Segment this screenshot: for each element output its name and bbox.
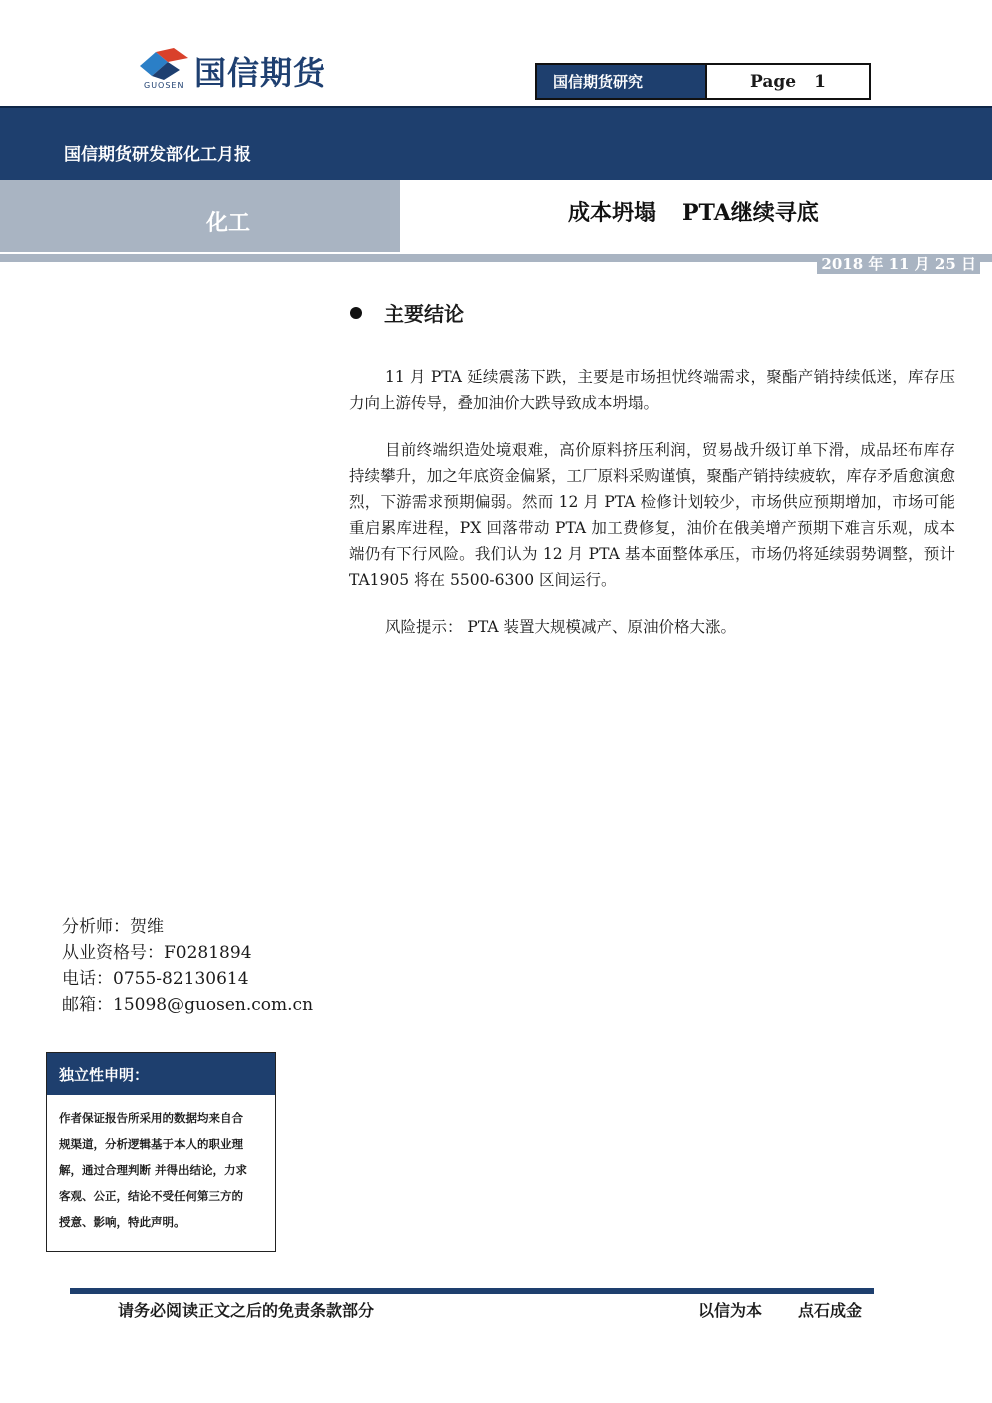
footer-slogan-2: 点石成金 — [798, 1301, 863, 1320]
report-title — [568, 196, 819, 227]
footer-slogan — [698, 1298, 862, 1321]
category-band — [0, 180, 400, 252]
page-number: 1 — [814, 71, 826, 92]
declaration-line: 作者保证报告所采用的数据均来自合 — [59, 1111, 243, 1125]
page-indicator — [705, 65, 869, 98]
footer-slogan-1: 以信为本 — [698, 1301, 763, 1320]
declaration-line: 规渠道，分析逻辑基于本人的职业理 — [59, 1137, 243, 1151]
report-title-part2: PTA继续寻底 — [682, 200, 819, 226]
declaration-line: 解，通过合理判断 并得出结论，力求 — [59, 1163, 248, 1177]
analyst-license: 从业资格号：F0281894 — [62, 943, 252, 963]
category-label: 化工 — [206, 210, 251, 236]
footer-notice: 请务必阅读正文之后的免责条款部分 — [118, 1301, 375, 1320]
logo-name: 国信期货 — [194, 54, 327, 92]
summary-paragraph: 目前终端织造处境艰难，高价原料挤压利润，贸易战升级订单下滑，成品坯布库存持续攀升，加之年底资金偏紧，工厂原料采购谨慎，聚酯产销持续疲软，库存矛盾愈演愈烈，下游需求预期偏弱。然而 12 月 PTA 检修计划较少，市场供应预期增加，市场可能重启累库进程，PX 回落带动 PTA 加工费修复，油价在俄美增产预期下难言乐观，成本端仍有下行风险。我们认为 12 月 PTA 基本面整体承压，市场仍将延续弱势调整，预计 TA1905 将在 5500-6300 区间运行。 — [349, 441, 955, 589]
department-title: 国信期货研发部化工月报 — [64, 145, 251, 165]
summary-paragraph: 11 月 PTA 延续震荡下跌，主要是市场担忧终端需求，聚酯产销持续低迷，库存压力向上游传导，叠加油价大跌导致成本坍塌。 — [349, 368, 955, 412]
report-title-part1: 成本坍塌 — [568, 200, 657, 226]
report-date: 2018 年 11 月 25 日 — [817, 254, 980, 274]
section-heading — [350, 298, 464, 327]
analyst-name: 分析师：贺维 — [62, 917, 164, 937]
logo-subtitle: GUOSEN — [144, 81, 185, 90]
company-logo — [138, 46, 378, 96]
summary-body — [349, 364, 955, 661]
declaration-line: 客观、公正，结论不受任何第三方的 — [59, 1189, 243, 1203]
analyst-phone: 电话：0755-82130614 — [62, 969, 249, 989]
independence-declaration — [46, 1052, 276, 1252]
bullet-icon — [350, 307, 362, 319]
declaration-body — [47, 1095, 275, 1235]
footer-divider — [70, 1288, 874, 1294]
declaration-heading: 独立性申明： — [47, 1053, 275, 1095]
declaration-line: 授意、影响，特此声明。 — [59, 1215, 186, 1229]
page-label: Page — [750, 71, 797, 92]
analyst-info — [62, 914, 313, 1018]
section-heading-text: 主要结论 — [384, 302, 464, 326]
research-label: 国信期货研究 — [537, 65, 705, 98]
risk-paragraph: 风险提示： PTA 装置大规模减产、原油价格大涨。 — [385, 618, 736, 636]
department-band — [0, 106, 992, 180]
research-page-box — [535, 63, 871, 100]
logo-emblem-icon — [138, 46, 190, 82]
analyst-email: 邮箱：15098@guosen.com.cn — [62, 995, 314, 1015]
